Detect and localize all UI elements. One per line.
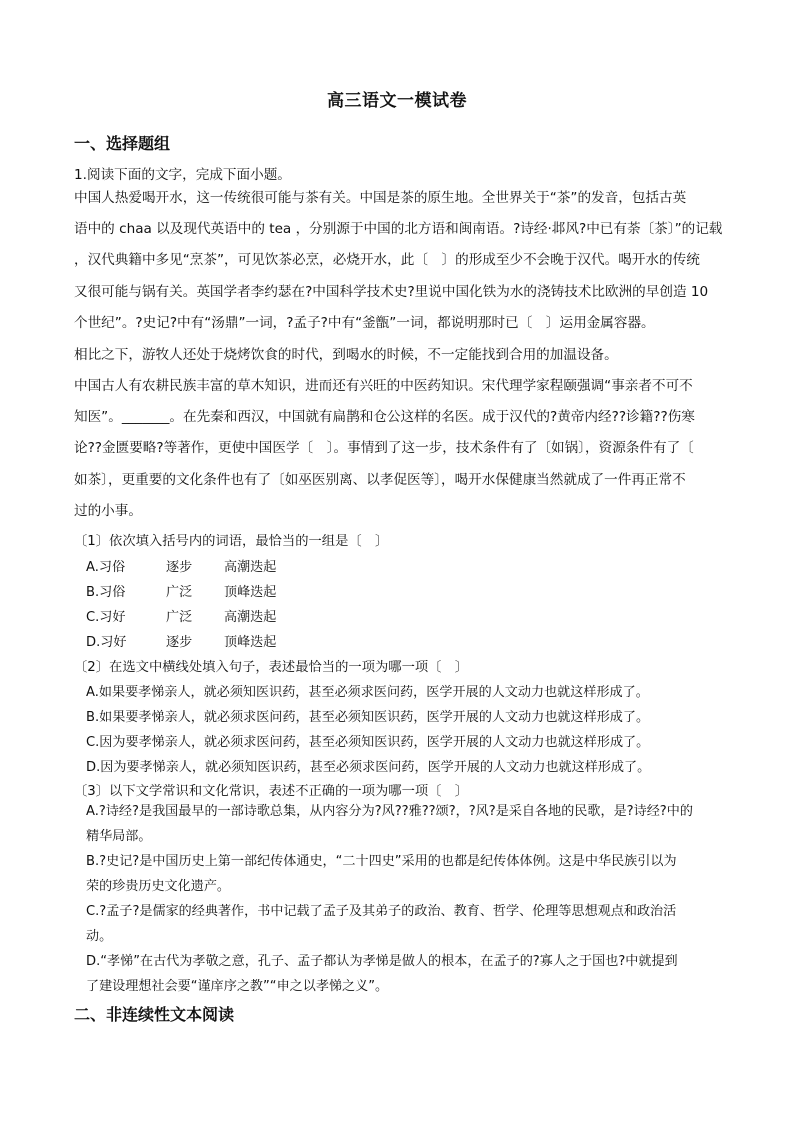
passage-line: 如茶〕，更重要的文化条件也有了〔如巫医别离、以孝促医等〕，喝开水保健康当然就成了一件再正常不	[74, 471, 686, 488]
question-2-stem: 〔2〕在选文中横线处填入句子，表述最恰当的一项为哪一项〔 〕	[74, 660, 469, 675]
question-2-option-a[interactable]: A.如果要孝悌亲人，就必须知医识药，甚至必须求医问药，医学开展的人文动力也就这样形成了。	[86, 685, 649, 700]
option-word: B.习俗	[86, 585, 126, 600]
question-1-option-d[interactable]	[86, 631, 726, 650]
passage-line: 相比之下，游牧人还处于烧烤饮食的时代，到喝水的时候，不一定能找到合用的加温设备。	[74, 347, 618, 363]
section-heading-nonlinear-reading: 二、非连续性文本阅读	[74, 1005, 235, 1024]
option-word: C.习好	[86, 610, 126, 625]
question-3-option-b[interactable]	[86, 850, 720, 899]
section-heading-choice: 一、选择题组	[74, 134, 171, 153]
option-word: 顶峰迭起	[224, 585, 277, 600]
passage-line: 中国古人有农耕民族丰富的草木知识，进而还有兴旺的中医药知识。宋代理学家程颐强调“事亲者不可不	[74, 378, 693, 394]
option-line: 了建设理想社会要“谨庠序之教”“申之以孝悌之义”。	[86, 978, 389, 994]
option-word: 高潮迭起	[224, 560, 277, 575]
passage-line: 又很可能与锅有关。英国学者李约瑟在?中国科学技术史?里说中国化铁为水的浇铸技术比欧洲的早创造 10	[74, 283, 709, 300]
question-1-option-b[interactable]	[86, 581, 726, 600]
question-3-option-c[interactable]	[86, 900, 720, 949]
passage-line: 知医”。_______。在先秦和西汉，中国就有扁鹊和仓公这样的名医。成于汉代的?黄帝内经??诊籍??伤寒	[74, 409, 695, 426]
option-word: 顶峰迭起	[224, 635, 277, 650]
question-2-option-c[interactable]: C.因为要孝悌亲人，就必须求医问药，甚至必须知医识药，医学开展的人文动力也就这样形成了。	[86, 735, 650, 750]
passage-line: 过的小事。	[74, 502, 142, 519]
question-intro: 1.阅读下面的文字，完成下面小题。	[74, 167, 291, 183]
option-word: A.习俗	[86, 560, 126, 575]
question-2-option-b[interactable]: B.如果要孝悌亲人，就必须求医问药，甚至必须知医识药，医学开展的人文动力也就这样形成了。	[86, 710, 650, 725]
option-line: A.?诗经?是我国最早的一部诗歌总集，从内容分为?风??雅??颂?，?风?是采自各地的民歌，是?诗经?中的	[86, 804, 693, 819]
question-1-option-a[interactable]	[86, 556, 726, 575]
option-line: 精华局部。	[86, 828, 152, 844]
passage-line: ，汉代典籍中多见“烹茶”，可见饮茶必烹，必烧开水，此〔 〕的形成至少不会晚于汉代。喝开水的传统	[74, 252, 700, 269]
question-1-option-c[interactable]	[86, 606, 726, 625]
exam-title: 高三语文一模试卷	[327, 91, 467, 111]
passage-line: 中国人热爱喝开水，这一传统很可能与茶有关。中国是茶的原生地。全世界关于“茶”的发音，包括古英	[74, 190, 687, 206]
passage-paragraph-1	[74, 183, 722, 339]
option-line: 荣的珍贵历史文化遗产。	[86, 878, 231, 894]
option-line: B.?史记?是中国历史上第一部纪传体通史，“二十四史”采用的也都是纪传体体例。这是中华民族引以为	[86, 854, 677, 869]
question-3-option-d[interactable]	[86, 950, 720, 999]
option-word: 高潮迭起	[224, 610, 277, 625]
option-line: C.?孟子?是儒家的经典著作，书中记载了孟子及其弟子的政治、教育、哲学、伦理等思想观点和政治活	[86, 904, 677, 919]
passage-line: 语中的 chaa 以及现代英语中的 tea ，分别源于中国的北方语和闽南语。?诗经·邶风?中已有荼〔茶〕”的记载	[74, 221, 723, 238]
option-word: 逐步	[166, 560, 193, 575]
question-1-stem: 〔1〕依次填入括号内的词语，最恰当的一组是〔 〕	[74, 534, 389, 549]
passage-paragraph-2	[74, 340, 722, 371]
passage-line: 论??金匮要略?等著作，更使中国医学〔 〕。事情到了这一步，技术条件有了〔如锅〕，资源条件有了〔	[74, 440, 694, 457]
option-line: D.“孝悌”在古代为孝敬之意，孔子、孟子都认为孝悌是做人的根本，在孟子的?寡人之于国也?中就提到	[86, 954, 678, 969]
passage-paragraph-3	[74, 371, 722, 527]
option-word: D.习好	[86, 635, 127, 650]
option-word: 广泛	[166, 610, 193, 625]
option-word: 广泛	[166, 585, 193, 600]
question-2-option-d[interactable]: D.因为要孝悌亲人，就必须知医识药，甚至必须求医问药，医学开展的人文动力也就这样形成了。	[86, 760, 651, 775]
option-line: 动。	[86, 928, 113, 944]
passage-line: 个世纪”。?史记?中有“汤鼎”一词，?孟子?中有“釜甑”一词，都说明那时已〔 〕运用金属容器。	[74, 314, 655, 331]
question-3-option-a[interactable]	[86, 800, 720, 849]
question-3-stem: 〔3〕以下文学常识和文化常识，表述不正确的一项为哪一项〔 〕	[74, 784, 469, 799]
option-word: 逐步	[166, 635, 193, 650]
